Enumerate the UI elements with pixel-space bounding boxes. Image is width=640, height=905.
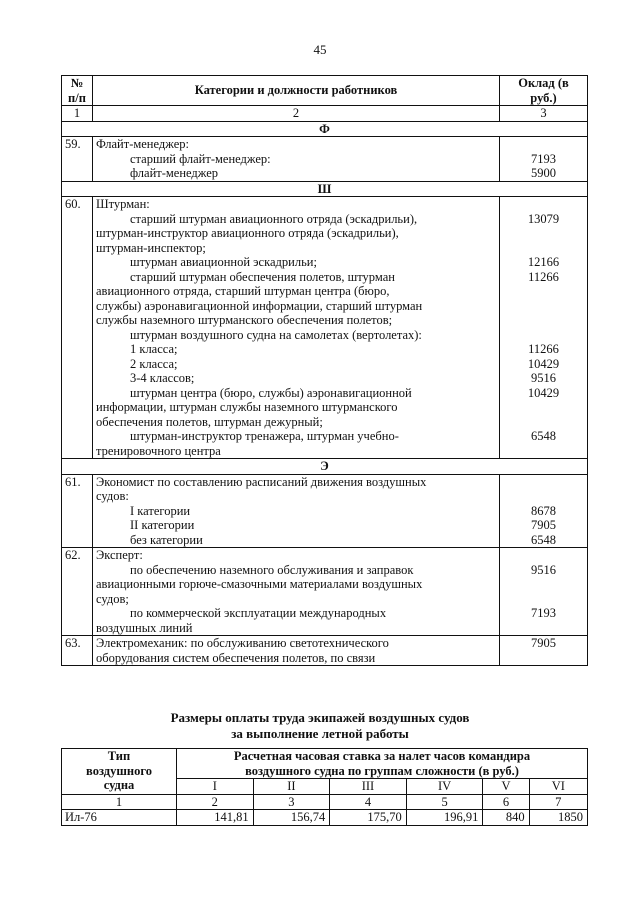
entry-description	[93, 548, 500, 636]
salary-value	[500, 489, 587, 504]
salary-value	[500, 241, 587, 256]
salary-value: 10429	[527, 385, 560, 400]
description-line: старший штурман авиационного отряда (эскадрильи),	[130, 211, 418, 226]
description-line: оборудования систем обеспечения полетов, по связи	[96, 650, 376, 665]
entry-number: 61.	[62, 474, 93, 548]
description-line: без категории	[130, 532, 203, 547]
section-letter-row	[62, 181, 588, 197]
description-line: штурман воздушного судна на самолетах (вертолетах):	[130, 327, 422, 342]
crew-rates-table	[61, 748, 588, 826]
salary-value	[500, 444, 587, 459]
column-index-row	[62, 106, 588, 122]
description-line: авиационными горюче-смазочными материалами воздушных	[96, 577, 423, 591]
description-line: старший флайт-менеджер:	[130, 151, 271, 166]
salary-value	[500, 313, 587, 328]
index-cell: 4	[330, 794, 407, 810]
entry-salary	[500, 197, 588, 459]
salary-value: 12166	[527, 255, 560, 269]
header-line: воздушного судна по группам сложности (в руб.)	[245, 763, 519, 778]
header-line: Тип	[107, 749, 131, 763]
rate-cell: 1850	[529, 810, 587, 826]
salary-value: 7905	[531, 636, 556, 650]
rate-cell: 141,81	[177, 810, 254, 826]
entry-number: 59.	[62, 137, 93, 182]
salary-value: 7193	[531, 606, 556, 620]
description-line: по коммерческой эксплуатации международных	[130, 606, 387, 620]
group-cell: II	[253, 779, 330, 795]
salary-value: 7905	[531, 518, 556, 532]
entry-salary	[500, 548, 588, 636]
description-line: обеспечения полетов, штурман дежурный;	[96, 414, 323, 429]
header-salary	[500, 76, 588, 106]
index-cell: 1	[62, 106, 93, 122]
salary-value	[500, 400, 587, 415]
salary-value: 11266	[528, 342, 559, 356]
salary-value: 7193	[531, 151, 556, 166]
section-letter: Э	[62, 459, 588, 475]
positions-body	[62, 121, 588, 666]
description-line: флайт-менеджер	[130, 166, 219, 180]
salary-value: 10429	[527, 356, 560, 371]
description-line: штурман центра (бюро, службы) аэронавигационной	[130, 385, 412, 400]
header-salary-line: руб.)	[530, 90, 557, 105]
entry-salary	[500, 137, 588, 182]
crew-header-row	[62, 749, 588, 779]
salary-value: 8678	[531, 503, 556, 518]
salary-value	[500, 475, 587, 490]
description-line: по обеспечению наземного обслуживания и заправок	[130, 562, 414, 577]
salary-value	[500, 137, 587, 152]
header-num-line: п/п	[68, 90, 86, 105]
salary-value: 13079	[527, 211, 560, 226]
rate-cell: 156,74	[253, 810, 330, 826]
entry-description	[93, 137, 500, 182]
description-line: 1 класса;	[130, 342, 178, 356]
header-num	[62, 76, 93, 106]
entry-number: 63.	[62, 636, 93, 666]
description-line: тренировочного центра	[96, 443, 221, 458]
group-cell: I	[177, 779, 254, 795]
salary-value	[500, 592, 587, 607]
table-header-row	[62, 76, 588, 106]
header-category: Категории и должности работников	[93, 76, 500, 106]
description-line: Флайт-менеджер:	[96, 137, 189, 151]
group-cell: VI	[529, 779, 587, 795]
table-row	[62, 548, 588, 636]
salary-value	[500, 548, 587, 563]
entry-description	[93, 197, 500, 459]
salary-value: 6548	[531, 429, 556, 443]
crew-data-row	[62, 810, 588, 826]
salary-value: 9516	[531, 562, 556, 577]
entry-number: 62.	[62, 548, 93, 636]
entry-salary	[500, 636, 588, 666]
description-line: штурман-инструктор тренажера, штурман учебно-	[130, 429, 399, 443]
salary-value	[500, 197, 587, 212]
salary-value: 11266	[528, 269, 559, 284]
section-letter-row	[62, 121, 588, 137]
index-cell: 2	[93, 106, 500, 122]
salary-value: 9516	[531, 371, 556, 385]
table-row	[62, 137, 588, 182]
salary-value	[500, 621, 587, 636]
description-line: штурман авиационной эскадрильи;	[130, 255, 317, 269]
aircraft-type-cell: Ил-76	[62, 810, 177, 826]
description-line: информации, штурман службы наземного штурманского	[96, 400, 398, 414]
entry-number: 60.	[62, 197, 93, 459]
section-title-line: за выполнение летной работы	[231, 726, 409, 741]
header-line: Расчетная часовая ставка за налет часов командира	[233, 749, 531, 763]
table-row	[62, 197, 588, 459]
salary-value	[500, 299, 587, 314]
header-num-line: №	[70, 76, 84, 90]
salary-value	[500, 284, 587, 299]
description-line: Электромеханик: по обслуживанию светотехнического	[96, 636, 389, 650]
index-cell: 2	[177, 794, 254, 810]
rate-cell: 196,91	[406, 810, 483, 826]
group-cell: V	[483, 779, 529, 795]
description-line: службы наземного штурманского обеспечения полетов;	[96, 313, 393, 327]
index-cell: 3	[253, 794, 330, 810]
description-line: судов;	[96, 591, 129, 606]
description-line: Экономист по составлению расписаний движения воздушных	[96, 474, 427, 489]
index-cell: 7	[529, 794, 587, 810]
description-line: 2 класса;	[130, 356, 178, 371]
entry-salary	[500, 474, 588, 548]
positions-salary-table	[61, 75, 588, 666]
description-line: 3-4 классов;	[130, 371, 195, 385]
entry-description	[93, 636, 500, 666]
salary-value	[500, 651, 587, 666]
description-line: Эксперт:	[96, 548, 143, 562]
header-line: воздушного	[86, 763, 152, 778]
rate-cell: 840	[483, 810, 529, 826]
salary-value	[500, 415, 587, 430]
group-cell: IV	[406, 779, 483, 795]
table-row	[62, 636, 588, 666]
description-line: старший штурман обеспечения полетов, штурман	[130, 269, 395, 284]
index-cell: 1	[62, 794, 177, 810]
group-cell: III	[330, 779, 407, 795]
salary-value	[500, 226, 587, 241]
index-cell: 6	[483, 794, 529, 810]
page-number: 45	[313, 42, 327, 57]
description-line: службы) аэронавигационной информации, старший штурман	[96, 298, 423, 313]
salary-value	[500, 577, 587, 592]
crew-index-row	[62, 794, 588, 810]
entry-description	[93, 474, 500, 548]
description-line: штурман-инспектор;	[96, 240, 206, 255]
header-aircraft-type	[62, 749, 177, 795]
section-letter-row	[62, 459, 588, 475]
section-title	[0, 710, 640, 742]
header-hourly-rate	[177, 749, 588, 779]
index-cell: 5	[406, 794, 483, 810]
salary-value	[500, 328, 587, 343]
rate-cell: 175,70	[330, 810, 407, 826]
section-letter: Ф	[62, 121, 588, 137]
section-title-line: Размеры оплаты труда экипажей воздушных судов	[170, 710, 470, 725]
description-line: штурман-инструктор авиационного отряда (эскадрильи),	[96, 226, 399, 240]
description-line: II категории	[130, 518, 195, 532]
header-line: судна	[103, 778, 135, 792]
salary-value: 6548	[531, 532, 556, 547]
description-line: воздушных линий	[96, 620, 193, 635]
description-line: судов:	[96, 489, 129, 503]
description-line: Штурман:	[96, 197, 150, 211]
description-line: авиационного отряда, старший штурман центра (бюро,	[96, 284, 390, 298]
section-letter: Ш	[62, 181, 588, 197]
table-row	[62, 474, 588, 548]
header-salary-line: Оклад (в	[518, 76, 569, 90]
salary-value: 5900	[531, 166, 556, 180]
index-cell: 3	[500, 106, 588, 122]
description-line: I категории	[130, 503, 191, 518]
